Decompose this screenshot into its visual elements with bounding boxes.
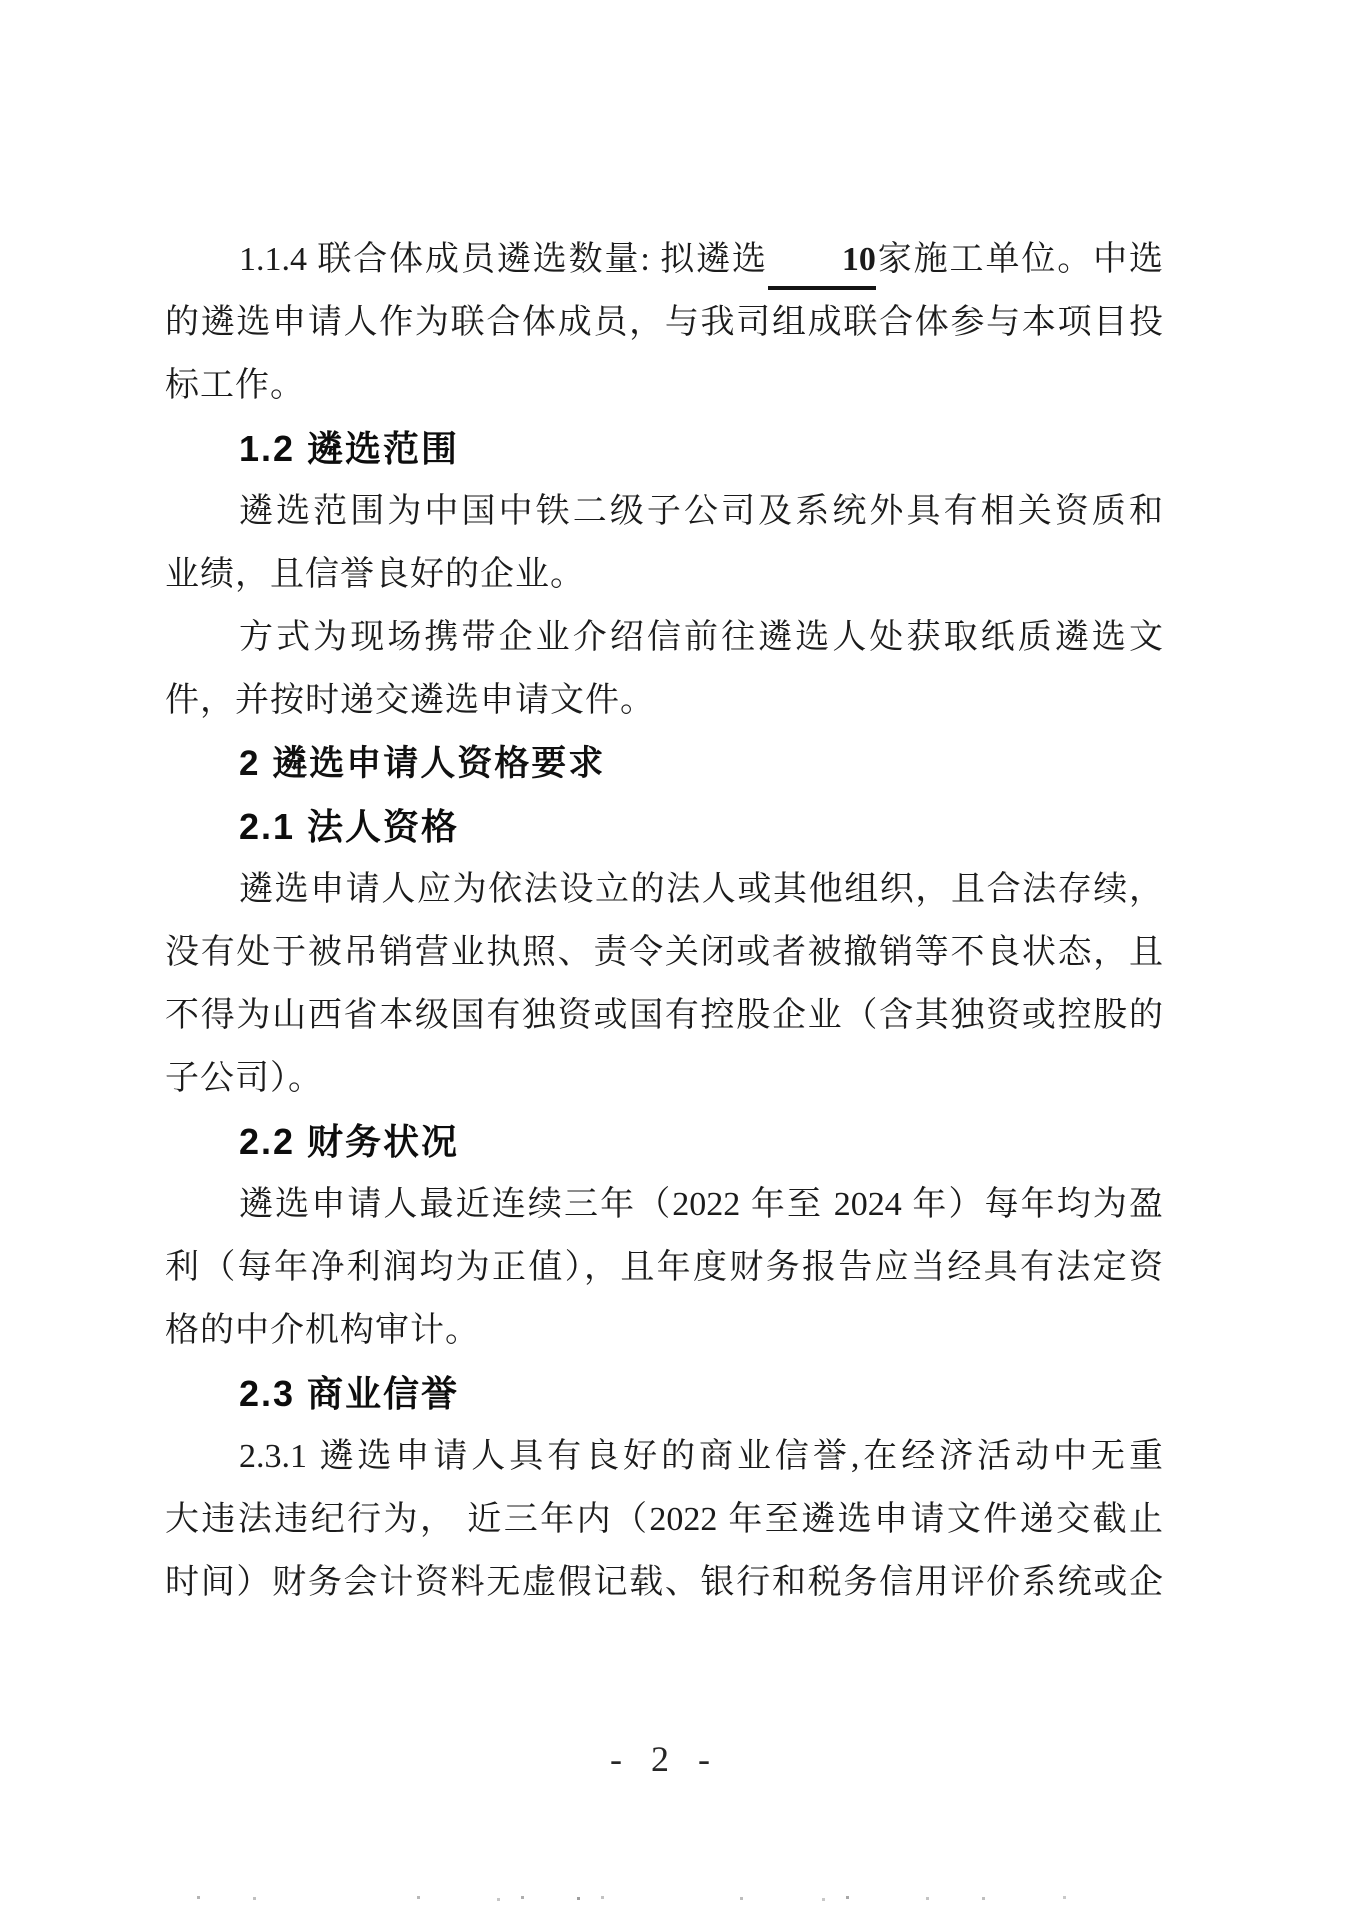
scan-artifact-specks <box>197 1896 200 1899</box>
document-body <box>165 228 1163 1614</box>
para-scope-line-2: 业绩，且信誉良好的企业。 <box>165 556 585 593</box>
para-method-line-2: 件，并按时递交遴选申请文件。 <box>165 682 655 719</box>
para-reputation-line-3: 时间）财务会计资料无虚假记载、银行和税务信用评价系统或企 <box>165 1564 1163 1601</box>
para-legal-line-3: 不得为山西省本级国有独资或国有控股企业（含其独资或控股的 <box>165 997 1163 1034</box>
para-legal-line-1: 遴选申请人应为依法设立的法人或其他组织，且合法存续， <box>239 871 1163 908</box>
para-reputation-line-2: 大违法违纪行为， 近三年内（2022 年至遴选申请文件递交截止 <box>165 1501 1163 1538</box>
heading-2-3-business-reputation: 2.3 商业信誉 <box>239 1373 460 1414</box>
para-legal-line-4: 子公司）。 <box>165 1060 323 1097</box>
para-reputation-line-1: 2.3.1 遴选申请人具有良好的商业信誉,在经济活动中无重 <box>239 1438 1163 1475</box>
para-scope-line-1: 遴选范围为中国中铁二级子公司及系统外具有相关资质和 <box>239 493 1163 530</box>
para-legal-line-2: 没有处于被吊销营业执照、责令关闭或者被撤销等不良状态，且 <box>165 934 1163 971</box>
clause-1-1-4-line-3: 标工作。 <box>165 367 305 404</box>
heading-2-2-financial-status: 2.2 财务状况 <box>239 1121 460 1162</box>
para-finance-line-3: 格的中介机构审计。 <box>165 1312 480 1349</box>
para-method-line-1: 方式为现场携带企业介绍信前往遴选人处获取纸质遴选文 <box>239 619 1163 656</box>
blank-underline-filled-value: 10 <box>768 238 876 290</box>
clause-1-1-4-line-2: 的遴选申请人作为联合体成员，与我司组成联合体参与本项目投 <box>165 304 1163 341</box>
clause-1-1-4-suffix: 家施工单位。中选 <box>875 241 1163 278</box>
para-finance-line-2: 利（每年净利润均为正值），且年度财务报告应当经具有法定资 <box>165 1249 1163 1286</box>
heading-1-2-selection-scope: 1.2 遴选范围 <box>239 428 460 469</box>
heading-2-1-legal-person: 2.1 法人资格 <box>239 806 460 847</box>
para-finance-line-1: 遴选申请人最近连续三年（2022 年至 2024 年）每年均为盈 <box>239 1186 1163 1223</box>
heading-2-applicant-qualification: 2 遴选申请人资格要求 <box>239 744 606 783</box>
clause-1-1-4-line-1 <box>165 228 1163 291</box>
clause-1-1-4-prefix: 1.1.4 联合体成员遴选数量: 拟遴选 <box>239 241 768 278</box>
page-number-footer: - 2 - <box>610 1739 720 1779</box>
